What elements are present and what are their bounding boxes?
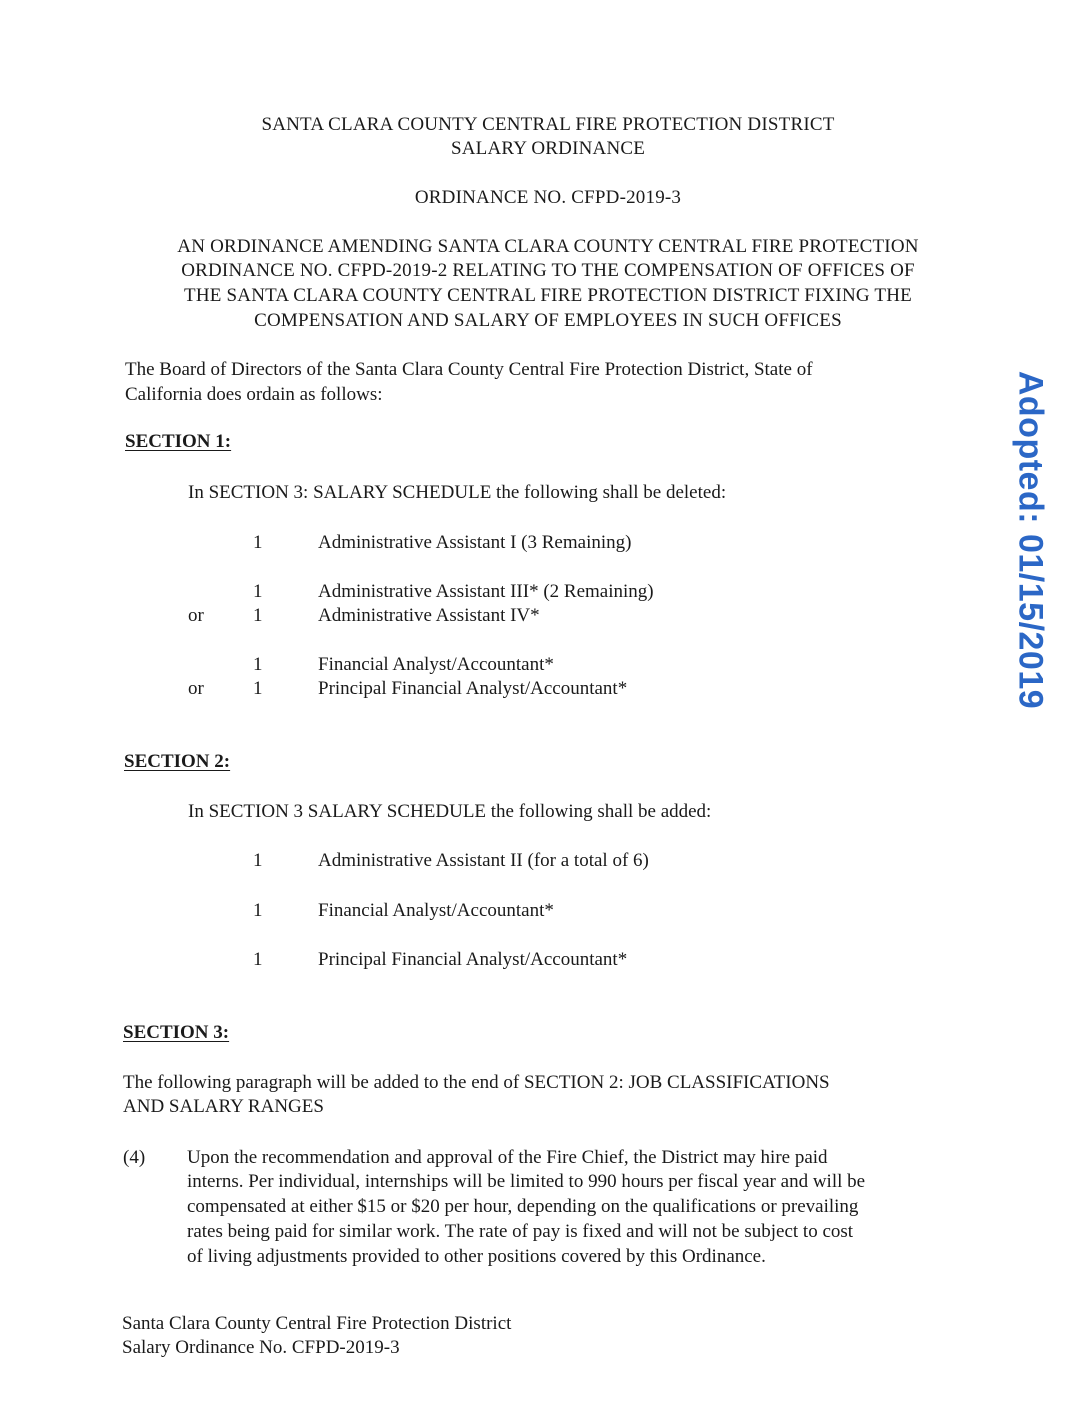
intro-line-1: The Board of Directors of the Santa Clara County Central Fire Protection District, State of bbox=[125, 359, 813, 380]
or-label: or bbox=[188, 678, 204, 699]
section-3-text-line-2: AND SALARY RANGES bbox=[123, 1096, 324, 1117]
item-quantity: 1 bbox=[253, 532, 263, 553]
item-title: Financial Analyst/Accountant* bbox=[318, 900, 554, 921]
adopted-stamp: Adopted: 01/15/2019 bbox=[1011, 370, 1050, 710]
section-1-text: In SECTION 3: SALARY SCHEDULE the following shall be deleted: bbox=[188, 482, 727, 503]
item-title: Administrative Assistant II (for a total of 6) bbox=[318, 850, 649, 871]
item-title: Administrative Assistant I (3 Remaining) bbox=[318, 532, 632, 553]
section-1-heading: SECTION 1: bbox=[125, 431, 232, 452]
item-number: (4) bbox=[123, 1147, 146, 1168]
item-quantity: 1 bbox=[253, 678, 263, 699]
interns-paragraph-line-3: compensated at either $15 or $20 per hour, depending on the qualifications or prevailing bbox=[187, 1196, 859, 1217]
section-2-heading: SECTION 2: bbox=[124, 751, 231, 772]
footer-ordinance: Salary Ordinance No. CFPD-2019-3 bbox=[122, 1337, 400, 1358]
section-3-text-line-1: The following paragraph will be added to the end of SECTION 2: JOB CLASSIFICATIONS bbox=[123, 1072, 830, 1093]
ordinance-subtitle: SALARY ORDINANCE bbox=[450, 138, 646, 159]
interns-paragraph-line-4: rates being paid for similar work. The rate of pay is fixed and will not be subject to cost bbox=[187, 1221, 854, 1242]
item-title: Administrative Assistant IV* bbox=[318, 605, 540, 626]
item-title: Administrative Assistant III* (2 Remaining) bbox=[318, 581, 654, 602]
title-line-4: COMPENSATION AND SALARY OF EMPLOYEES IN SUCH OFFICES bbox=[254, 310, 842, 331]
item-quantity: 1 bbox=[253, 949, 263, 970]
title-line-2: ORDINANCE NO. CFPD-2019-2 RELATING TO THE COMPENSATION OF OFFICES OF bbox=[181, 260, 915, 281]
item-title: Financial Analyst/Accountant* bbox=[318, 654, 554, 675]
item-title: Principal Financial Analyst/Accountant* bbox=[318, 678, 628, 699]
title-line-3: THE SANTA CLARA COUNTY CENTRAL FIRE PROTECTION DISTRICT FIXING THE bbox=[184, 285, 912, 306]
item-title: Principal Financial Analyst/Accountant* bbox=[318, 949, 628, 970]
item-quantity: 1 bbox=[253, 850, 263, 871]
interns-paragraph-line-1: Upon the recommendation and approval of the Fire Chief, the District may hire paid bbox=[187, 1147, 828, 1168]
item-quantity: 1 bbox=[253, 581, 263, 602]
footer-district: Santa Clara County Central Fire Protection District bbox=[122, 1313, 512, 1334]
intro-line-2: California does ordain as follows: bbox=[125, 384, 383, 405]
ordinance-number: ORDINANCE NO. CFPD-2019-3 bbox=[414, 187, 682, 208]
section-3-heading: SECTION 3: bbox=[123, 1022, 230, 1043]
item-quantity: 1 bbox=[253, 654, 263, 675]
item-quantity: 1 bbox=[253, 605, 263, 626]
title-line-1: AN ORDINANCE AMENDING SANTA CLARA COUNTY CENTRAL FIRE PROTECTION bbox=[177, 236, 919, 257]
interns-paragraph-line-2: interns. Per individual, internships will be limited to 990 hours per fiscal year and will be bbox=[187, 1171, 866, 1192]
item-quantity: 1 bbox=[253, 900, 263, 921]
interns-paragraph-line-5: of living adjustments provided to other positions covered by this Ordinance. bbox=[187, 1246, 766, 1267]
section-2-text: In SECTION 3 SALARY SCHEDULE the following shall be added: bbox=[188, 801, 712, 822]
district-name: SANTA CLARA COUNTY CENTRAL FIRE PROTECTION DISTRICT bbox=[261, 114, 835, 135]
or-label: or bbox=[188, 605, 204, 626]
